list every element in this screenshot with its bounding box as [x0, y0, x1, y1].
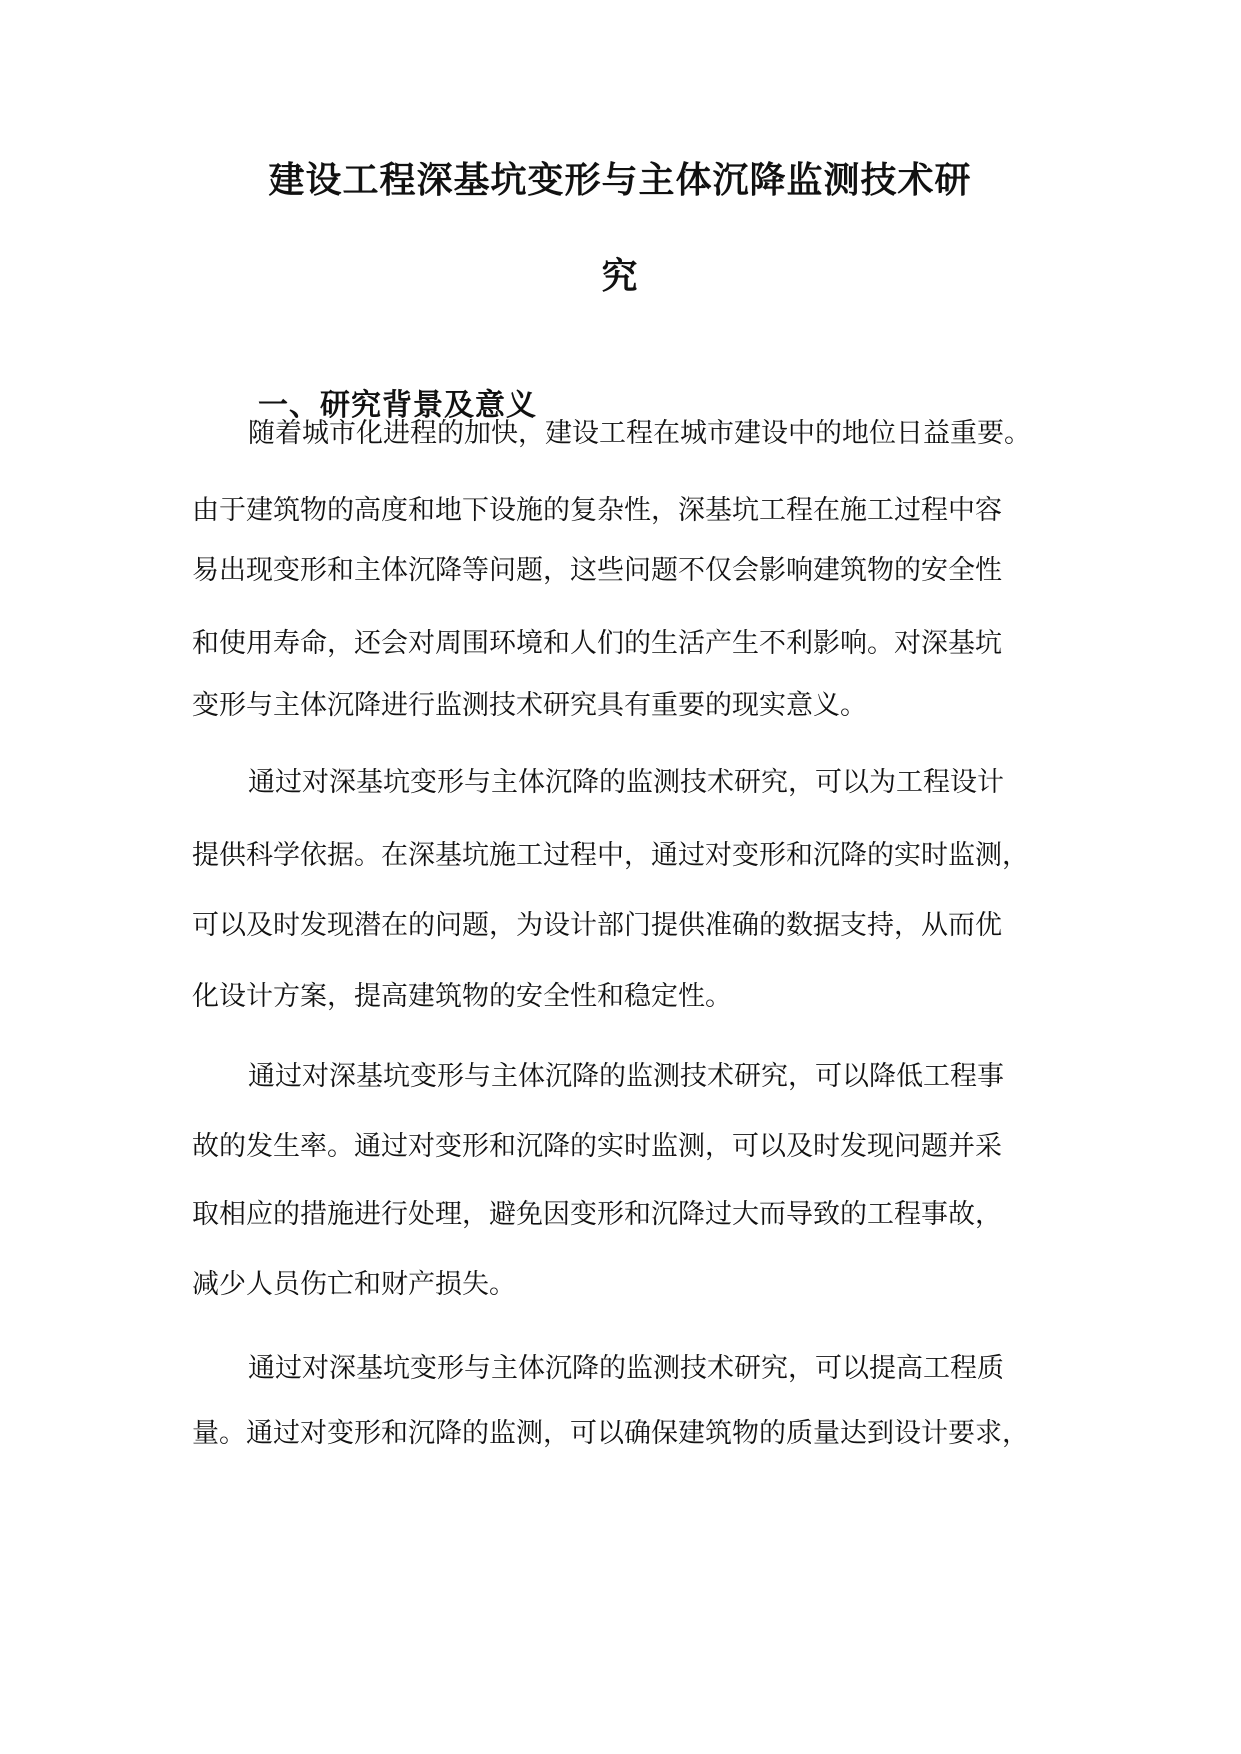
paragraph-3-line-1: 通过对深基坑变形与主体沉降的监测技术研究，可以降低工程事: [248, 1061, 1004, 1092]
paragraph-1-line-3: 易出现变形和主体沉降等问题，这些问题不仅会影响建筑物的安全性: [192, 555, 1002, 586]
paragraph-2-line-3: 可以及时发现潜在的问题，为设计部门提供准确的数据支持，从而优: [192, 910, 1002, 941]
paragraph-4-line-1: 通过对深基坑变形与主体沉降的监测技术研究，可以提高工程质: [248, 1353, 1004, 1384]
document-title-line-1: 建设工程深基坑变形与主体沉降监测技术研: [268, 159, 972, 201]
section-heading: 一、研究背景及意义: [258, 388, 537, 423]
paragraph-2-line-2: 提供科学依据。在深基坑施工过程中，通过对变形和沉降的实时监测，: [192, 840, 1029, 871]
document-title-line-2: 究: [601, 255, 639, 297]
paragraph-1-line-2: 由于建筑物的高度和地下设施的复杂性，深基坑工程在施工过程中容: [192, 495, 1002, 526]
paragraph-1-line-1: 随着城市化进程的加快，建设工程在城市建设中的地位日益重要。: [248, 418, 1031, 449]
paragraph-3-line-2: 故的发生率。通过对变形和沉降的实时监测，可以及时发现问题并采: [192, 1131, 1002, 1162]
paragraph-4-line-2: 量。通过对变形和沉降的监测，可以确保建筑物的质量达到设计要求，: [192, 1418, 1029, 1449]
paragraph-1-line-4: 和使用寿命，还会对周围环境和人们的生活产生不利影响。对深基坑: [192, 628, 1002, 659]
paragraph-2-line-1: 通过对深基坑变形与主体沉降的监测技术研究，可以为工程设计: [248, 767, 1004, 798]
paragraph-2-line-4: 化设计方案，提高建筑物的安全性和稳定性。: [192, 981, 732, 1012]
paragraph-1-line-5: 变形与主体沉降进行监测技术研究具有重要的现实意义。: [192, 690, 867, 721]
paragraph-3-line-3: 取相应的措施进行处理，避免因变形和沉降过大而导致的工程事故，: [192, 1199, 1002, 1230]
paragraph-3-line-4: 减少人员伤亡和财产损失。: [192, 1269, 516, 1300]
